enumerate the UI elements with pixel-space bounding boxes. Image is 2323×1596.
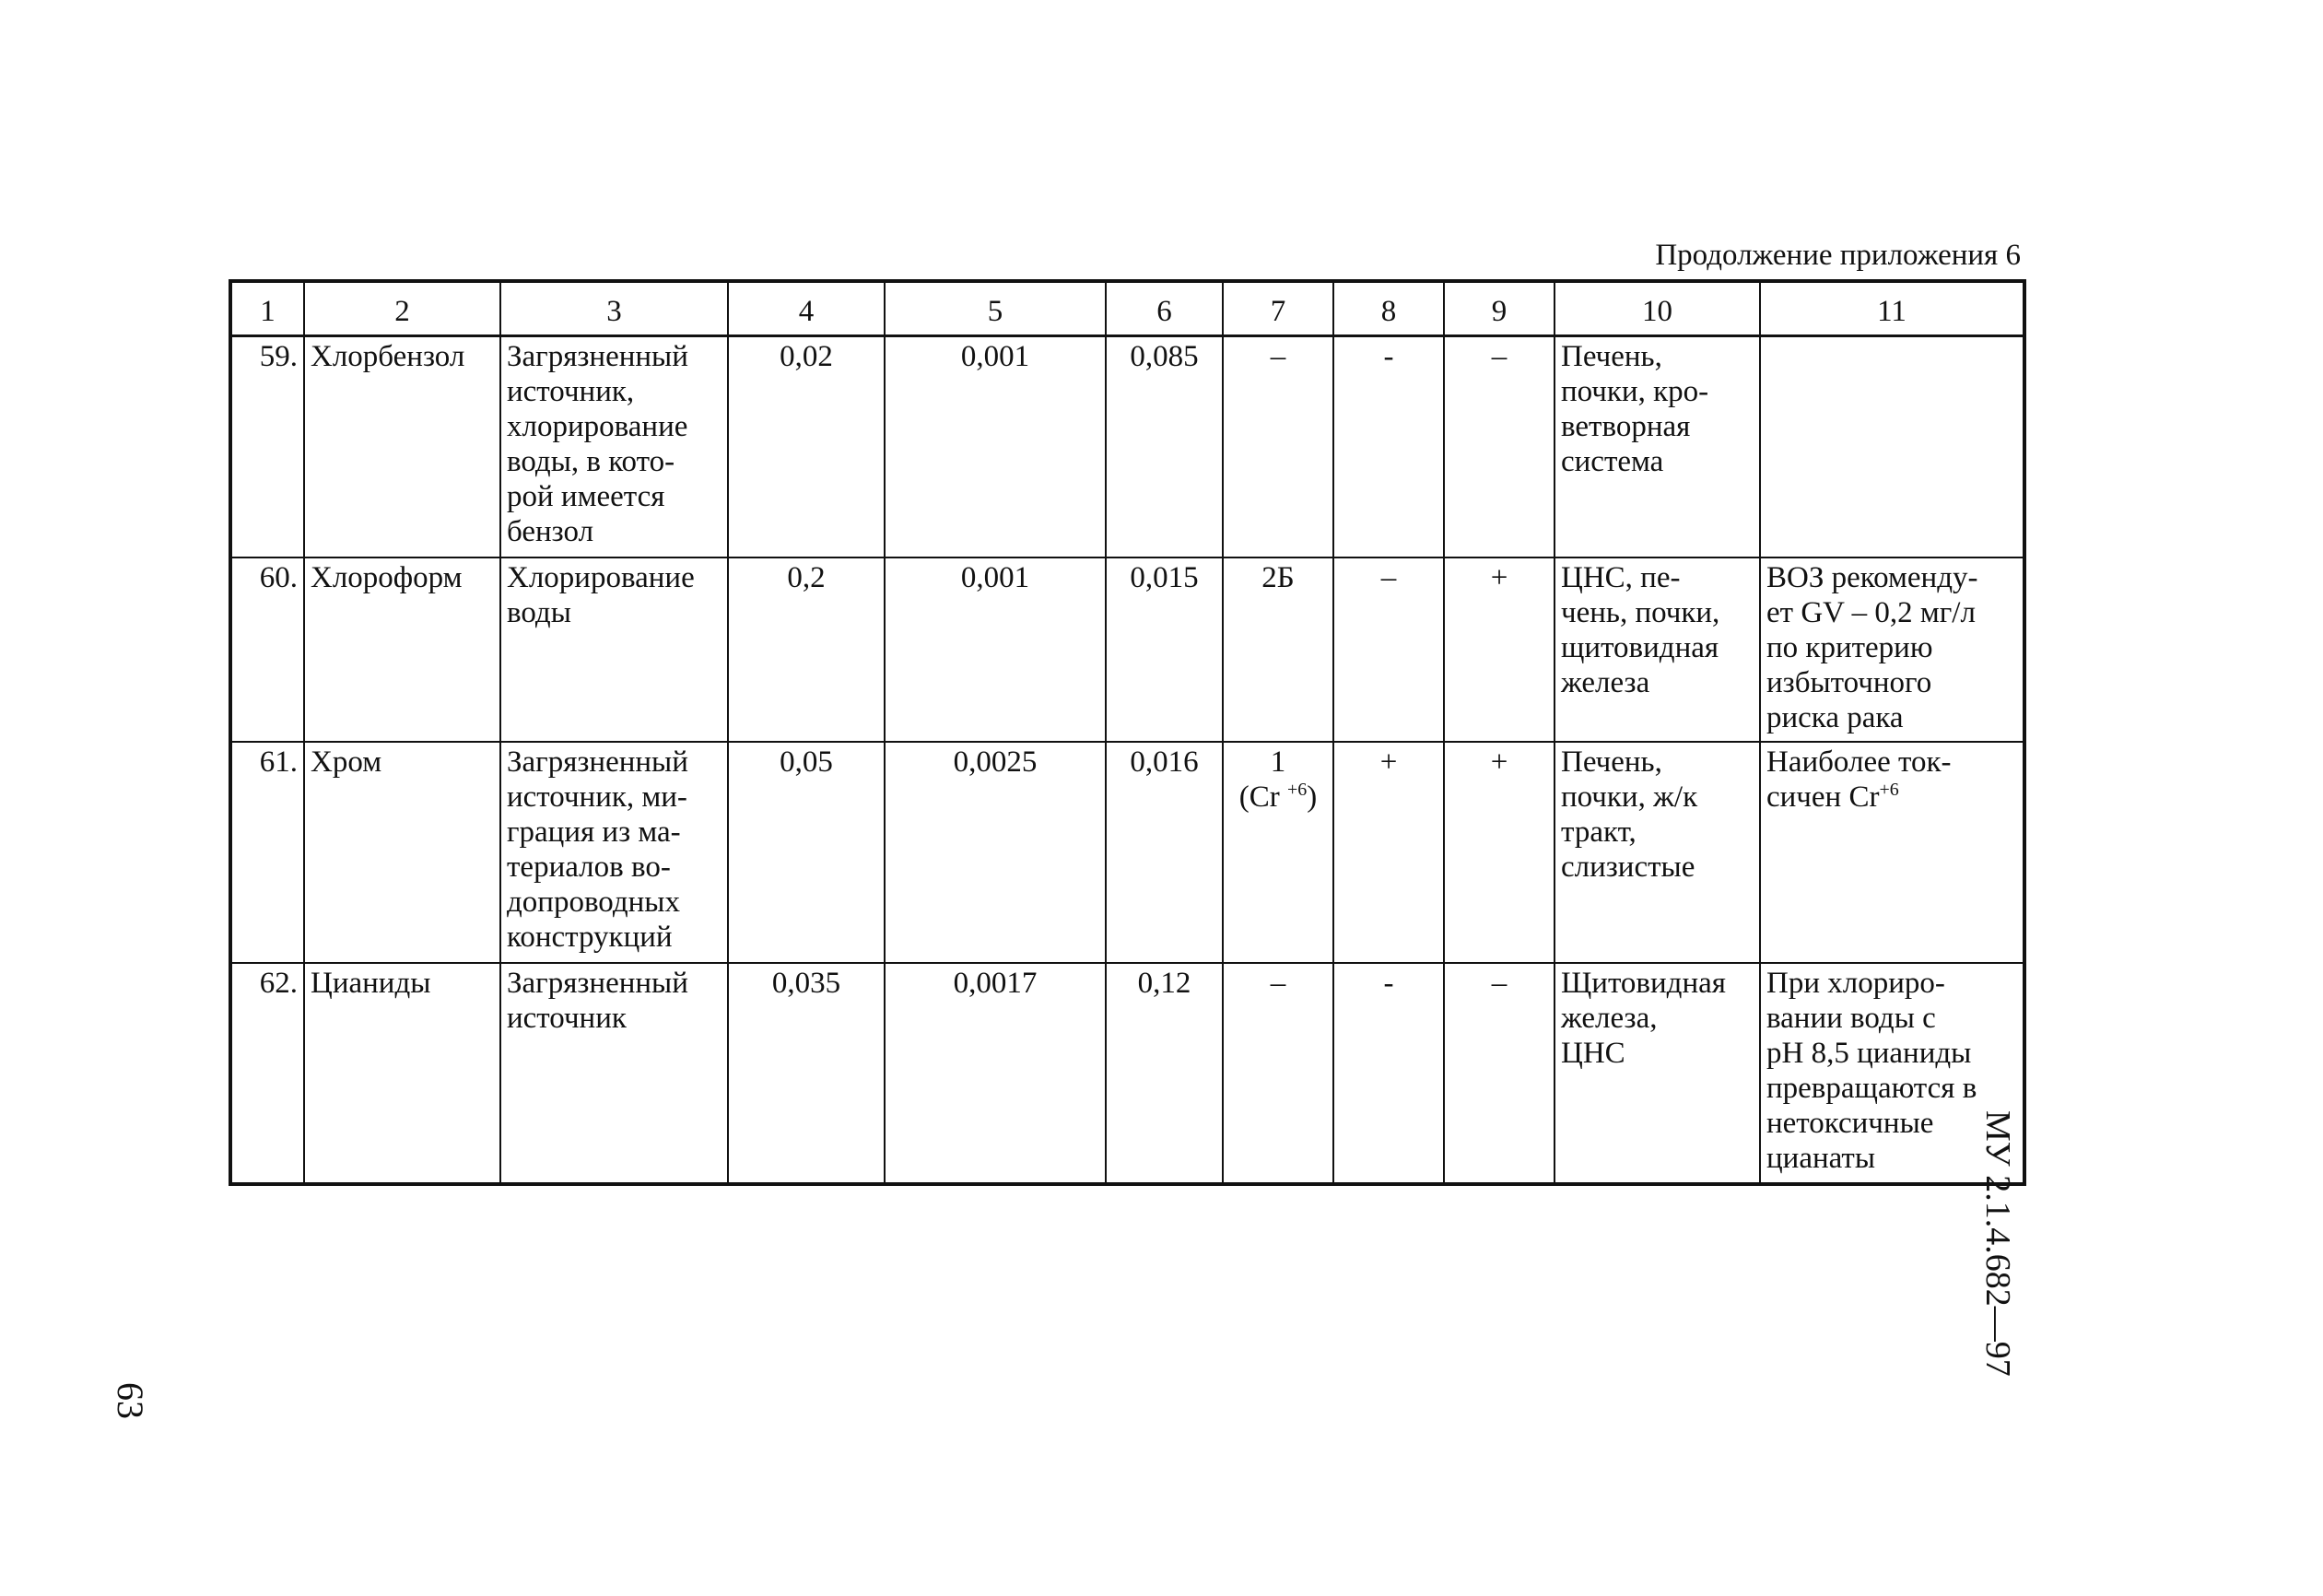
- source-line: источник, ми-: [507, 780, 687, 814]
- row-number: 60.: [230, 557, 304, 742]
- value-col-7: –: [1223, 963, 1333, 1184]
- source-cell: [500, 557, 728, 742]
- ion-close: ): [1307, 780, 1318, 814]
- source-line: Загрязненный: [507, 966, 688, 1000]
- source-line: териалов во-: [507, 850, 671, 884]
- organs-line: система: [1561, 445, 1664, 478]
- note-charge: +6: [1879, 779, 1899, 800]
- value-col-9: –: [1444, 336, 1555, 557]
- organs-line: ЦНС: [1561, 1036, 1625, 1070]
- column-header: 3: [500, 281, 728, 336]
- value-col-4: 0,02: [728, 336, 885, 557]
- note-line: При хлориро-: [1766, 966, 1945, 1000]
- table-row: [230, 742, 2024, 963]
- note-line: pH 8,5 цианиды: [1766, 1036, 1972, 1070]
- organs-line: чень, почки,: [1561, 595, 1720, 629]
- source-line: Хлорирование: [507, 560, 695, 594]
- value-col-9: +: [1444, 557, 1555, 742]
- note-line: нетоксичные: [1766, 1106, 1934, 1140]
- source-cell: [500, 742, 728, 963]
- value-col-8: -: [1333, 963, 1444, 1184]
- note-line: риска рака: [1766, 700, 1904, 734]
- source-line: бензол: [507, 515, 594, 548]
- note-cell: [1760, 557, 2024, 742]
- column-header: 8: [1333, 281, 1444, 336]
- organs-line: Щитовидная: [1561, 966, 1726, 1000]
- document-code: [1978, 1110, 2027, 1377]
- value-col-8: -: [1333, 336, 1444, 557]
- value-col-6: 0,12: [1106, 963, 1223, 1184]
- organs-line: тракт,: [1561, 815, 1637, 849]
- organs-line: почки, ж/к: [1561, 780, 1698, 814]
- value-col-5: 0,001: [885, 336, 1106, 557]
- note-line: ВОЗ рекоменду-: [1766, 560, 1978, 594]
- value-col-5: 0,001: [885, 557, 1106, 742]
- source-cell: [500, 336, 728, 557]
- substance-name: Хром: [304, 742, 500, 963]
- value-col-9: +: [1444, 742, 1555, 963]
- note-line: ет GV – 0,2 мг/л: [1766, 595, 1976, 629]
- appendix-caption: Продолжение приложения 6: [1655, 239, 2021, 272]
- organs-line: ветворная: [1561, 410, 1691, 443]
- organs-line: Печень,: [1561, 745, 1662, 779]
- note-cell: [1760, 742, 2024, 963]
- organs-line: железа: [1561, 665, 1650, 699]
- page-number-text: 63: [110, 1382, 151, 1419]
- column-header: 2: [304, 281, 500, 336]
- value-col-7: –: [1223, 336, 1333, 557]
- carcinogen-class: 1: [1270, 745, 1286, 779]
- row-number: 62.: [230, 963, 304, 1184]
- column-header: 7: [1223, 281, 1333, 336]
- note-text: Наиболее ток- сичен Cr: [1766, 745, 1952, 814]
- value-col-7: 2Б: [1223, 557, 1333, 742]
- row-number: 59.: [230, 336, 304, 557]
- ion-charge: +6: [1286, 779, 1308, 800]
- appendix-table: [229, 279, 2026, 1186]
- source-line: источник,: [507, 375, 635, 408]
- note-line: по критерию: [1766, 630, 1933, 664]
- organs-line: ЦНС, пе-: [1561, 560, 1681, 594]
- value-col-6: 0,016: [1106, 742, 1223, 963]
- value-col-8: –: [1333, 557, 1444, 742]
- row-number: 61.: [230, 742, 304, 963]
- table-row: [230, 557, 2024, 742]
- substance-name: Хлороформ: [304, 557, 500, 742]
- value-col-4: 0,05: [728, 742, 885, 963]
- column-header: 1: [230, 281, 304, 336]
- value-col-9: –: [1444, 963, 1555, 1184]
- source-line: допроводных: [507, 885, 680, 919]
- note-line: избыточного: [1766, 665, 1932, 699]
- column-number-row: [230, 281, 2024, 336]
- value-col-4: 0,035: [728, 963, 885, 1184]
- value-col-6: 0,015: [1106, 557, 1223, 742]
- organs-cell: [1555, 336, 1760, 557]
- page-number: [110, 1382, 161, 1419]
- value-col-8: +: [1333, 742, 1444, 963]
- value-col-5: 0,0025: [885, 742, 1106, 963]
- value-col-4: 0,2: [728, 557, 885, 742]
- organs-line: Печень,: [1561, 340, 1662, 373]
- ion-symbol: (Cr: [1238, 780, 1280, 814]
- organs-cell: [1555, 963, 1760, 1184]
- note-line: вании воды с: [1766, 1001, 1936, 1035]
- source-line: грация из ма-: [507, 815, 681, 849]
- note-line: цианаты: [1766, 1141, 1876, 1175]
- source-line: воды: [507, 595, 571, 629]
- source-line: Загрязненный: [507, 340, 688, 373]
- source-line: источник: [507, 1001, 627, 1035]
- organs-cell: [1555, 557, 1760, 742]
- table-row: [230, 963, 2024, 1184]
- substance-name: Хлорбензол: [304, 336, 500, 557]
- source-line: конструкций: [507, 920, 673, 954]
- column-header: 10: [1555, 281, 1760, 336]
- organs-cell: [1555, 742, 1760, 963]
- organs-line: щитовидная: [1561, 630, 1719, 664]
- organs-line: почки, кро-: [1561, 375, 1709, 408]
- chromium-ion-label: [1229, 780, 1327, 815]
- column-header: 4: [728, 281, 885, 336]
- value-col-7: [1223, 742, 1333, 963]
- source-line: воды, в кото-: [507, 445, 675, 478]
- organs-line: слизистые: [1561, 850, 1695, 884]
- substance-name: Цианиды: [304, 963, 500, 1184]
- note-line: превращаются в: [1766, 1071, 1977, 1105]
- column-header: 6: [1106, 281, 1223, 336]
- value-col-5: 0,0017: [885, 963, 1106, 1184]
- column-header: 11: [1760, 281, 2024, 336]
- source-line: Загрязненный: [507, 745, 688, 779]
- value-col-6: 0,085: [1106, 336, 1223, 557]
- source-line: рой имеется: [507, 480, 665, 513]
- note-cell: [1760, 336, 2024, 557]
- column-header: 9: [1444, 281, 1555, 336]
- table-row: [230, 336, 2024, 557]
- source-line: хлорирование: [507, 410, 688, 443]
- source-cell: [500, 963, 728, 1184]
- column-header: 5: [885, 281, 1106, 336]
- organs-line: железа,: [1561, 1001, 1658, 1035]
- document-code-text: МУ 2.1.4.682—97: [1978, 1110, 2017, 1377]
